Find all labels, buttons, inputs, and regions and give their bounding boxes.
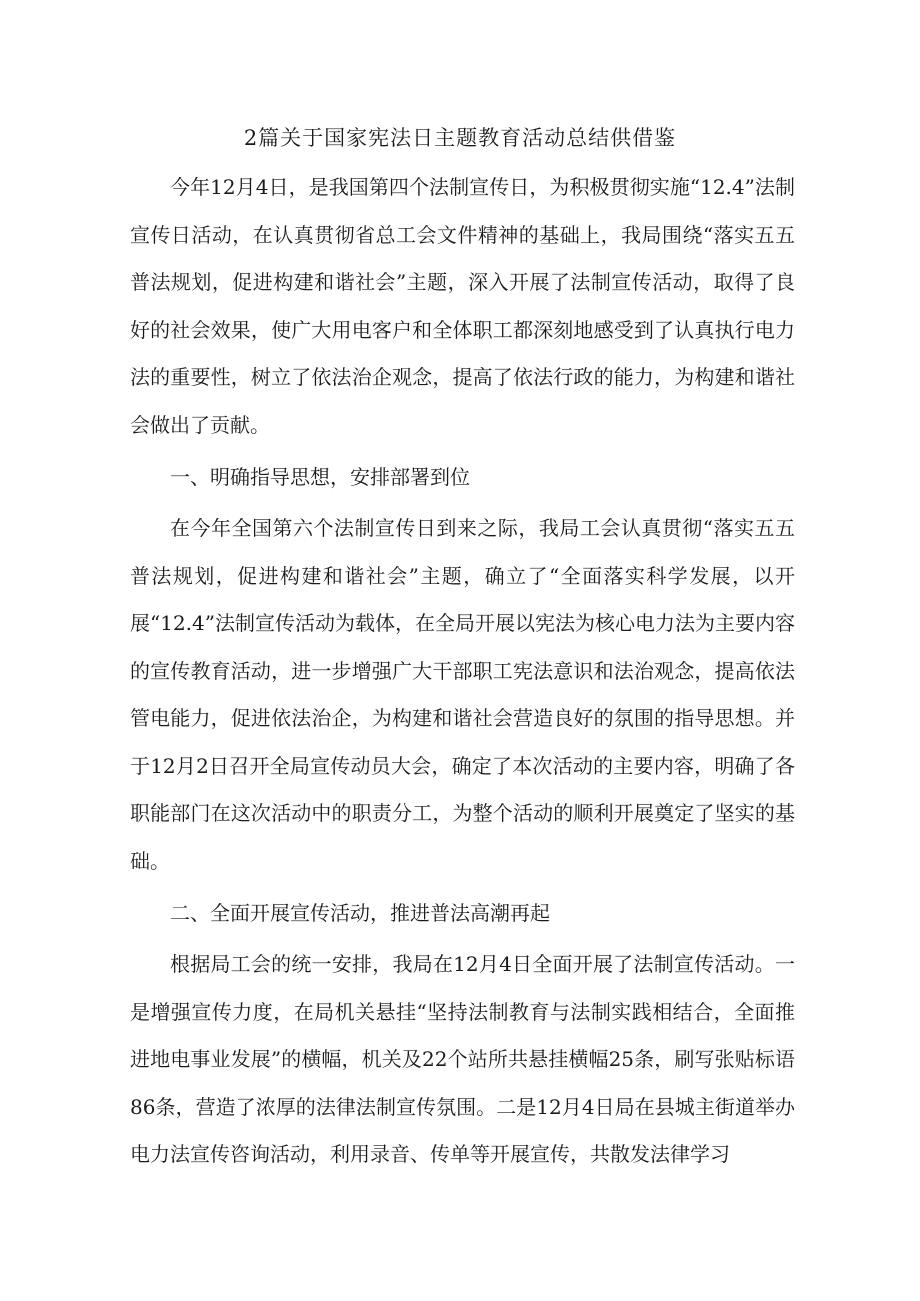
paragraph-section-1: 在今年全国第六个法制宣传日到来之际，我局工会认真贯彻“落实五五普法规划，促进构建和谐社会”主题，确立了“全面落实科学发展，以开展“12.4”法制宣传活动为载体，在全局开展以宪法为核心电力法为主要内容的宣传教育活动，进一步增强广大干部职工宪法意识和法治观念，提高依法管电能力，促进依法治企，为构建和谐社会营造良好的氛围的指导思想。并于12月2日召开全局宣传动员大会，确定了本次活动的主要内容，明确了各职能部门在这次活动中的职责分工，为整个活动的顺利开展奠定了坚实的基础。 [130, 516, 795, 873]
paragraph-section-2: 根据局工会的统一安排，我局在12月4日全面开展了法制宣传活动。一是增强宣传力度，在局机关悬挂“坚持法制教育与法制实践相结合，全面推进地电事业发展”的横幅，机关及22个站所共悬挂横幅25条，刷写张贴标语86条，营造了浓厚的法律法制宣传氛围。二是12月4日局在县城主街道举办电力法宣传咨询活动，利用录音、传单等开展宣传，共散发法律学习 [130, 952, 795, 1166]
document-body [130, 164, 795, 1179]
section-heading-1: 一、明确指导思想，安排部署到位 [170, 465, 470, 489]
section-heading-2: 二、全面开展宣传活动，推进普法高潮再起 [170, 901, 550, 925]
paragraph-intro: 今年12月4日，是我国第四个法制宣传日，为积极贯彻实施“12.4”法制宣传日活动，在认真贯彻省总工会文件精神的基础上，我局围绕“落实五五普法规划，促进构建和谐社会”主题，深入开展了法制宣传活动，取得了良好的社会效果，使广大用电客户和全体职工都深刻地感受到了认真执行电力法的重要性，树立了依法治企观念，提高了依法行政的能力，为构建和谐社会做出了贡献。 [130, 175, 795, 437]
document-title: 2篇关于国家宪法日主题教育活动总结供借鉴 [243, 126, 677, 150]
